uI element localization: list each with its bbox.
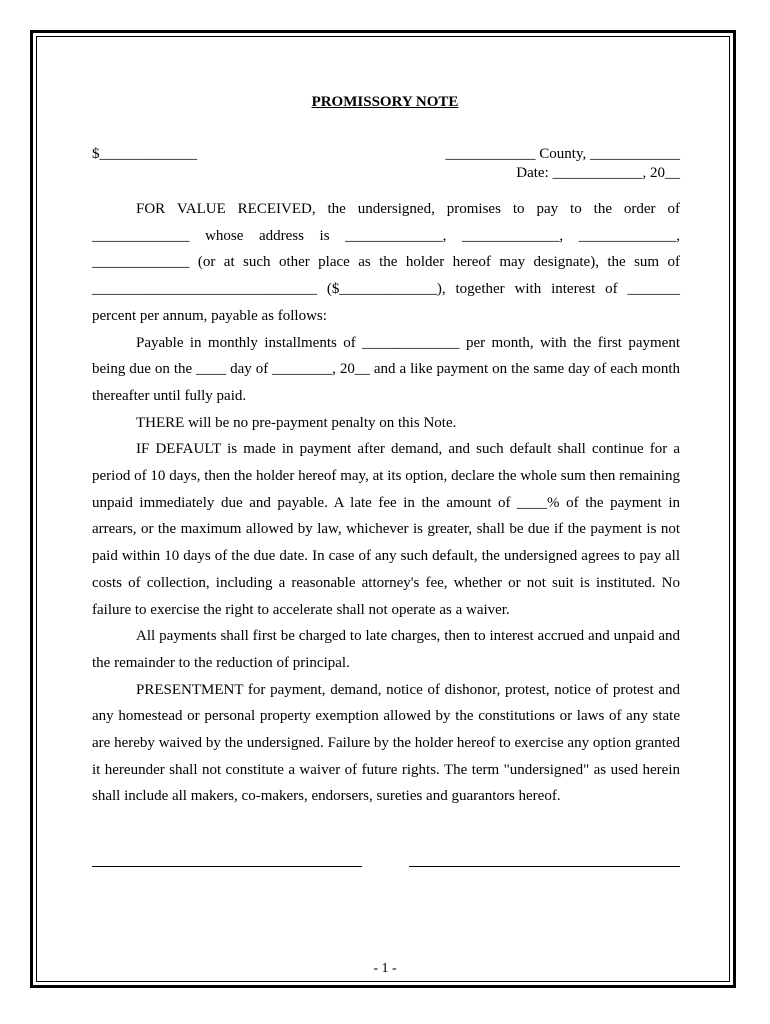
paragraph-prepayment: THERE will be no pre-payment penalty on this Note. <box>136 414 457 431</box>
paragraph-default: IF DEFAULT is made in payment after demand, and such default shall continue for a period of 10 days, then the holder hereof may, at its option, declare the whole sum then remaining unpaid immediately due and payable. A late fee in the amount of ____% of the payment in arrears, or the maximum allowed by law, whichever is greater, shall be due if the payment is not paid within 10 days of the due date. In case of any such default, the undersigned agrees to pay all costs of collection, including a reasonable attorney's fee, whether or not suit is instituted. No failure to exercise the right to accelerate shall not operate as a waiver. <box>92 441 680 618</box>
document-title: PROMISSORY NOTE <box>311 94 459 110</box>
paragraph-payments: All payments shall first be charged to late charges, then to interest accrued and unpaid and the remainder to the reduction of principal. <box>92 628 680 671</box>
page-number: - 1 - <box>373 961 397 976</box>
signature-line-left[interactable] <box>92 866 362 867</box>
county-line: ____________ County, ____________ <box>445 146 680 162</box>
paragraph-value-received: FOR VALUE RECEIVED, the undersigned, promises to pay to the order of _____________ whose address is _____________, _____________, _____________, _____________ (or at such other place as the holder hereof may designate), the sum of ______________________________ ($_____________), together with interest of _______ percent per annum, payable as follows: <box>92 201 680 324</box>
amount-line: $_____________ <box>92 146 197 162</box>
date-line: Date: ____________, 20__ <box>516 165 680 181</box>
paragraph-installments: Payable in monthly installments of _____________ per month, with the first payment being due on the ____ day of ________, 20__ and a like payment on the same day of each month thereafter until fully paid. <box>92 334 680 404</box>
paragraph-presentment: PRESENTMENT for payment, demand, notice of dishonor, protest, notice of protest and any homestead or personal property exemption allowed by the constitutions or laws of any state are hereby waived by the undersigned. Failure by the holder hereof to exercise any option granted it hereunder shall not constitute a waiver of future rights. The term "undersigned" as used herein shall include all makers, co-makers, endorsers, sureties and guarantors hereof. <box>92 681 680 805</box>
note-body <box>92 196 680 810</box>
signature-line-right[interactable] <box>409 866 680 867</box>
